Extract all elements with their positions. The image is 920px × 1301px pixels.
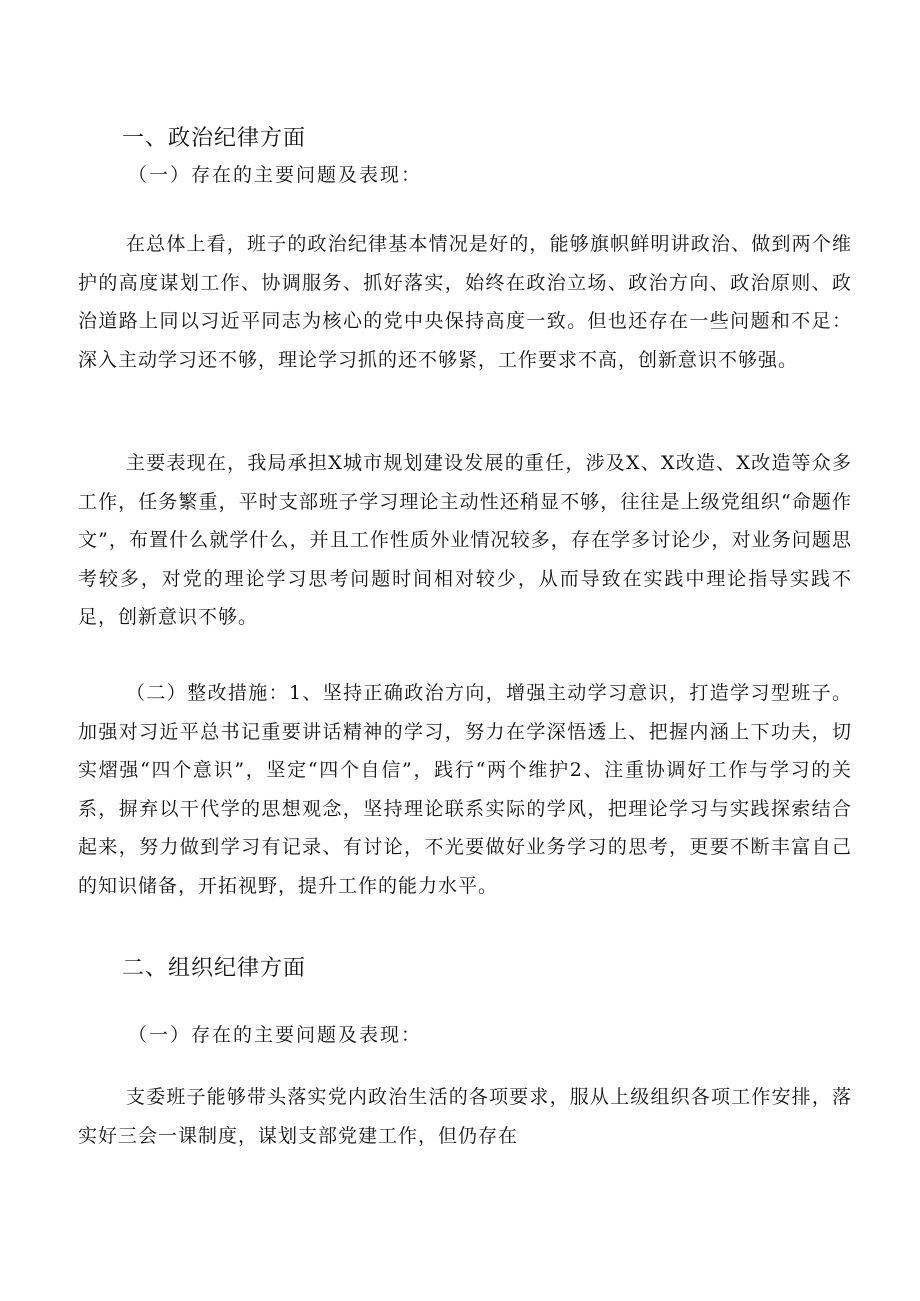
paragraph-branch-committee: 支委班子能够带头落实党内政治生活的各项要求，服从上级组织各项工作安排，落实好三会一课制度，谋划支部党建工作，但仍存在: [78, 1086, 852, 1147]
section-heading-political-discipline: 一、政治纪律方面: [122, 126, 307, 151]
subheading-problems: （一）存在的主要问题及表现：: [128, 164, 423, 186]
paragraph-main-manifestations: 主要表现在，我局承担X城市规划建设发展的重任，涉及X、X改造、X改造等众多工作，任务繁重，平时支部班子学习理论主动性还稍显不够，往往是上级党组织“命题作文”，布置什么就学什么，并且工作性质外业情况较多，存在学多讨论少，对业务问题思考较多，对党的理论学习思考问题时间相对较少，从而导致在实践中理论指导实践不足，创新意识不够。: [78, 452, 852, 628]
paragraph-rectification-measures: （二）整改措施：1、坚持正确政治方向，增强主动学习意识，打造学习型班子。加强对习近平总书记重要讲话精神的学习，努力在学深悟透上、把握内涵上下功夫，切实熠强“四个意识”，坚定“四个自信”，践行“两个维护2、注重协调好工作与学习的关系，摒弃以干代学的思想观念，坚持理论联系实际的学风，把理论学习与实践探索结合起来，努力做到学习有记录、有讨论，不光要做好业务学习的思考，更要不断丰富自己的知识储备，开拓视野，提升工作的能力水平。: [78, 682, 852, 897]
paragraph-overall-situation: 在总体上看，班子的政治纪律基本情况是好的，能够旗帜鲜明讲政治、做到两个维护的高度谋划工作、协调服务、抓好落实，始终在政治立场、政治方向、政治原则、政治道路上同以习近平同志为核心的党中央保持高度一致。但也还存在一些问题和不足：深入主动学习还不够，理论学习抓的还不够紧，工作要求不高，创新意识不够强。: [78, 233, 852, 371]
subheading-problems-2: （一）存在的主要问题及表现：: [128, 1024, 423, 1046]
section-heading-organizational-discipline: 二、组织纪律方面: [122, 956, 307, 981]
